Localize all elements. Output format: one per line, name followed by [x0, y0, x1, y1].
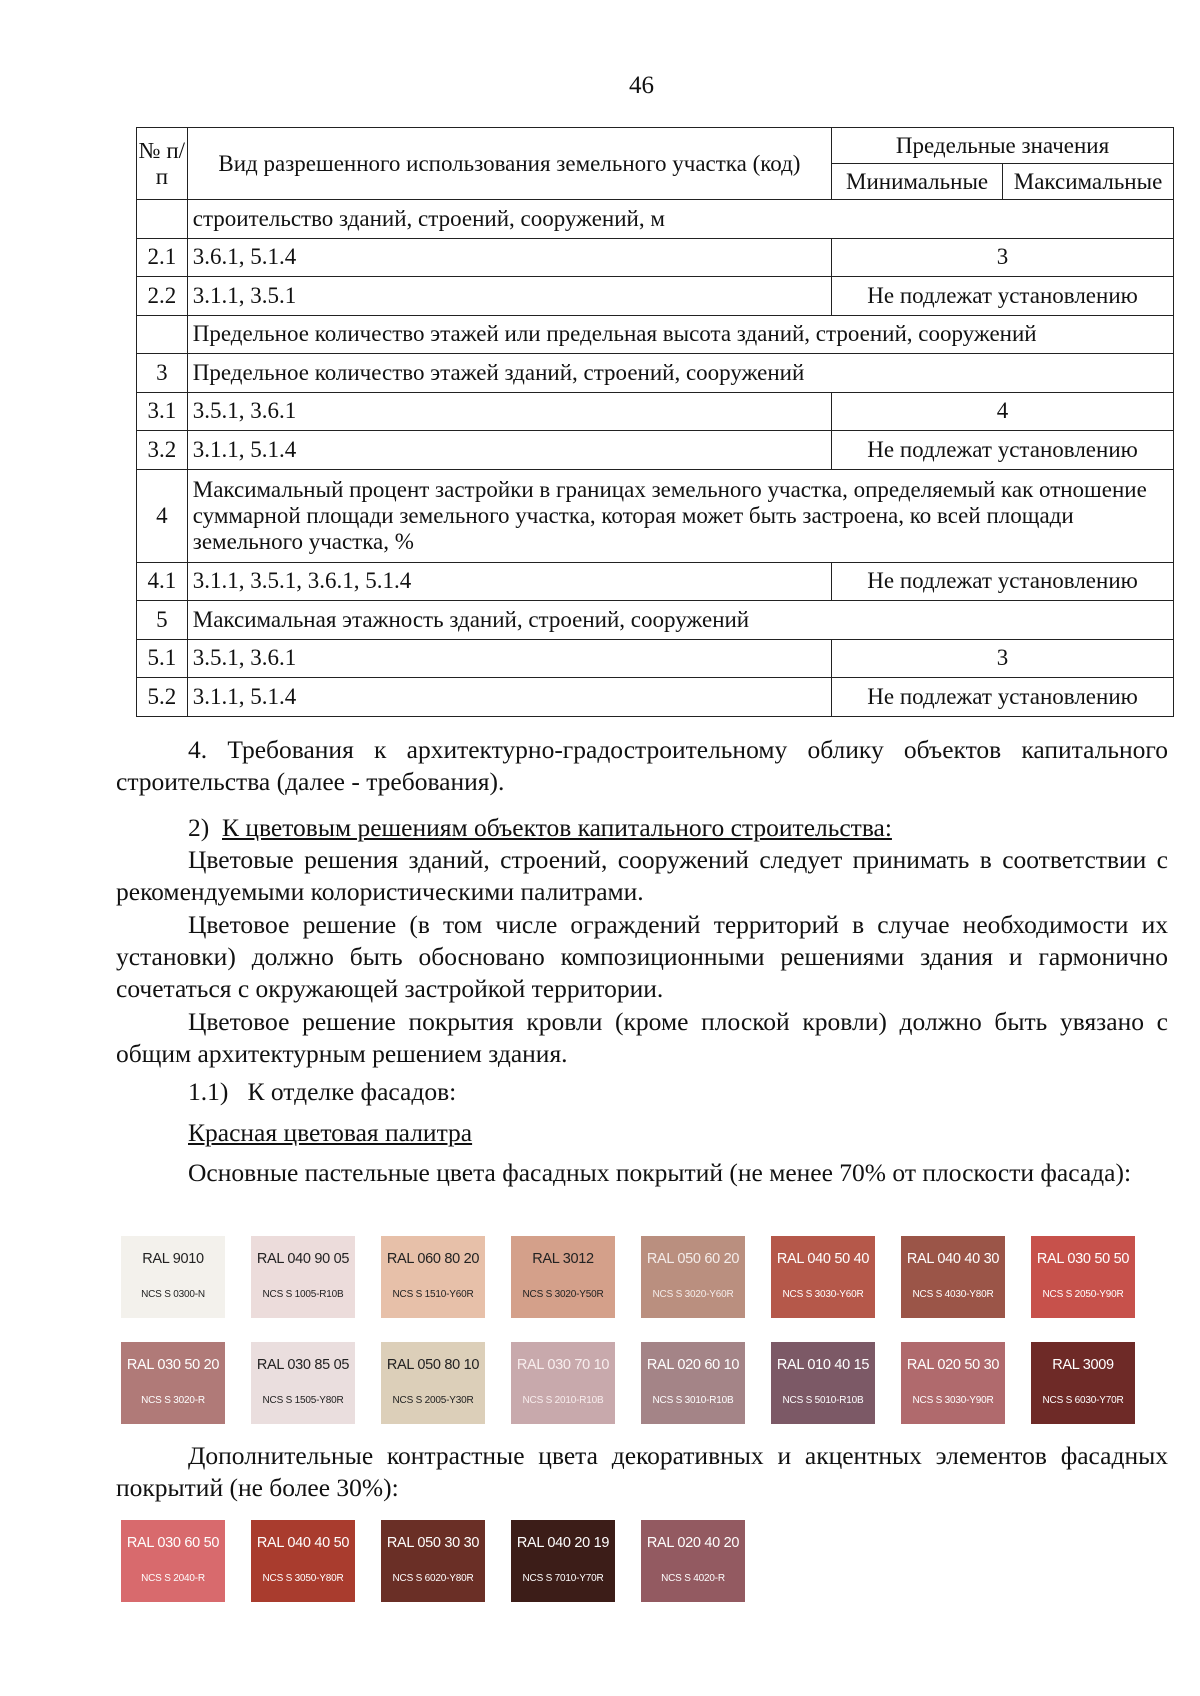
ral-code: RAL 010 40 15 [776, 1357, 870, 1373]
row-text: Максимальная этажность зданий, строений, сооружений [187, 601, 1173, 640]
ral-code: RAL 020 40 20 [646, 1535, 740, 1551]
row-value: Не подлежат установлению [832, 277, 1174, 316]
ncs-code: NCS S 2010-R10B [522, 1395, 604, 1406]
ral-code: RAL 040 20 19 [516, 1535, 610, 1551]
color-swatch [121, 1236, 225, 1318]
color-swatch [1031, 1342, 1135, 1424]
row-number: 4 [137, 469, 188, 562]
color-swatch [771, 1342, 875, 1424]
color-swatch [381, 1342, 485, 1424]
ncs-code: NCS S 2005-Y30R [392, 1395, 474, 1406]
paragraph-fencing: Цветовое решение (в том числе ограждений территорий в случае необходимости их установки) должно быть обосновано композиционными решениями здания и гармонично сочетаться с окружающей застройкой территории. [116, 910, 1168, 1003]
ncs-code: NCS S 1005-R10B [262, 1289, 344, 1300]
table-row [137, 431, 1174, 470]
color-swatch [381, 1236, 485, 1318]
row-number [137, 200, 188, 239]
color-swatch [121, 1342, 225, 1424]
ral-code: RAL 030 50 50 [1036, 1251, 1130, 1267]
header-min: Минимальные [832, 164, 1003, 200]
ral-code: RAL 020 60 10 [646, 1357, 740, 1373]
table-row [137, 200, 1174, 239]
row-text: Предельное количество этажей зданий, строений, сооружений [187, 354, 1173, 393]
row-code: 3.1.1, 3.5.1, 3.6.1, 5.1.4 [187, 562, 831, 601]
ncs-code: NCS S 7010-Y70R [522, 1573, 604, 1584]
row-number: 2.1 [137, 238, 188, 277]
color-swatch [511, 1236, 615, 1318]
ral-code: RAL 3012 [532, 1251, 594, 1267]
ncs-code: NCS S 3010-R10B [652, 1395, 734, 1406]
color-swatch [381, 1520, 485, 1602]
row-number: 2.2 [137, 277, 188, 316]
paragraph-color-solutions-heading [116, 812, 1200, 844]
ncs-code: NCS S 3030-Y90R [912, 1395, 994, 1406]
paragraph-roof: Цветовое решение покрытия кровли (кроме плоской кровли) должно быть увязано с общим архитектурным решением здания. [116, 1007, 1168, 1068]
page-number: 46 [629, 72, 654, 99]
row-value: Не подлежат установлению [832, 562, 1174, 601]
ncs-code: NCS S 4020-R [661, 1573, 725, 1584]
table-row [137, 238, 1174, 277]
table-row [137, 315, 1174, 354]
color-swatch [901, 1236, 1005, 1318]
row-number: 5.1 [137, 639, 188, 678]
ncs-code: NCS S 1505-Y80R [262, 1395, 344, 1406]
table-row [137, 562, 1174, 601]
header-num: № п/п [137, 128, 188, 200]
color-swatch [511, 1520, 615, 1602]
ncs-code: NCS S 6020-Y80R [392, 1573, 474, 1584]
row-number: 3 [137, 354, 188, 393]
ncs-code: NCS S 4030-Y80R [912, 1289, 994, 1300]
ral-code: RAL 050 30 30 [386, 1535, 480, 1551]
paragraph-extra-colors: Дополнительные контрастные цвета декоративных и акцентных элементов фасадных покрытий (не более 30%): [116, 1441, 1168, 1502]
row-number: 3.1 [137, 392, 188, 431]
ncs-code: NCS S 5010-R10B [782, 1395, 864, 1406]
ral-code: RAL 3009 [1052, 1357, 1114, 1373]
row-code: 3.1.1, 5.1.4 [187, 431, 831, 470]
color-swatch [251, 1342, 355, 1424]
table-row [137, 639, 1174, 678]
ral-code: RAL 030 60 50 [126, 1535, 220, 1551]
row-number [137, 315, 188, 354]
header-limits: Предельные значения [832, 128, 1174, 164]
row-number: 3.2 [137, 431, 188, 470]
ncs-code: NCS S 3020-R [141, 1395, 205, 1406]
palette-title-red: Красная цветовая палитра [188, 1118, 473, 1147]
ncs-code: NCS S 6030-Y70R [1042, 1395, 1124, 1406]
row-code: 3.1.1, 3.5.1 [187, 277, 831, 316]
ncs-code: NCS S 2050-Y90R [1042, 1289, 1124, 1300]
ral-code: RAL 020 50 30 [906, 1357, 1000, 1373]
paragraph-requirements: 4. Требования к архитектурно-градостроительному облику объектов капитального строительства (далее - требования). [116, 735, 1168, 796]
ral-code: RAL 040 40 30 [906, 1251, 1000, 1267]
table-row [137, 469, 1174, 562]
row-text: Предельное количество этажей или предельная высота зданий, строений, сооружений [187, 315, 1173, 354]
row-text: Максимальный процент застройки в границах земельного участка, определяемый как отношение суммарной площади земельного участка, которая может быть застроена, ко всей площади земельного участка, % [187, 469, 1173, 562]
row-number: 4.1 [137, 562, 188, 601]
table-row [137, 678, 1174, 717]
row-value: Не подлежат установлению [832, 678, 1174, 717]
row-code: 3.5.1, 3.6.1 [187, 639, 831, 678]
color-swatch [121, 1520, 225, 1602]
color-swatch [901, 1342, 1005, 1424]
ral-code: RAL 050 60 20 [646, 1251, 740, 1267]
table-row [137, 392, 1174, 431]
color-swatch [641, 1236, 745, 1318]
color-swatch [641, 1342, 745, 1424]
row-value: 3 [832, 639, 1174, 678]
color-swatch [1031, 1236, 1135, 1318]
limits-table [136, 127, 1174, 717]
item-number: 2) [188, 813, 210, 842]
color-swatch [511, 1342, 615, 1424]
color-swatch [251, 1236, 355, 1318]
row-value: 3 [832, 238, 1174, 277]
ncs-code: NCS S 2040-R [141, 1573, 205, 1584]
table-row [137, 601, 1174, 640]
paragraph-palettes: Цветовые решения зданий, строений, сооружений следует принимать в соответствии с рекомендуемыми колористическими палитрами. [116, 845, 1168, 906]
row-code: 3.5.1, 3.6.1 [187, 392, 831, 431]
row-code: 3.6.1, 5.1.4 [187, 238, 831, 277]
paragraph-facade-finish: 1.1) К отделке фасадов: [188, 1077, 457, 1106]
ral-code: RAL 040 50 40 [776, 1251, 870, 1267]
row-text: строительство зданий, строений, сооружений, м [187, 200, 1173, 239]
ral-code: RAL 040 40 50 [256, 1535, 350, 1551]
ral-code: RAL 040 90 05 [256, 1251, 350, 1267]
color-solutions-heading: К цветовым решениям объектов капитального строительства: [222, 813, 892, 842]
row-value: Не подлежат установлению [832, 431, 1174, 470]
ral-code: RAL 050 80 10 [386, 1357, 480, 1373]
header-max: Максимальные [1003, 164, 1174, 200]
ncs-code: NCS S 0300-N [141, 1289, 205, 1300]
row-value: 4 [832, 392, 1174, 431]
ral-code: RAL 030 85 05 [256, 1357, 350, 1373]
paragraph-main-colors: Основные пастельные цвета фасадных покрытий (не менее 70% от плоскости фасада): [188, 1158, 1132, 1187]
ral-code: RAL 030 70 10 [516, 1357, 610, 1373]
row-number: 5.2 [137, 678, 188, 717]
ncs-code: NCS S 3050-Y80R [262, 1573, 344, 1584]
table-row [137, 354, 1174, 393]
header-code: Вид разрешенного использования земельного участка (код) [187, 128, 831, 200]
ncs-code: NCS S 1510-Y60R [392, 1289, 474, 1300]
ncs-code: NCS S 3020-Y60R [652, 1289, 734, 1300]
ral-code: RAL 9010 [142, 1251, 204, 1267]
color-swatch [771, 1236, 875, 1318]
ral-code: RAL 060 80 20 [386, 1251, 480, 1267]
ncs-code: NCS S 3020-Y50R [522, 1289, 604, 1300]
ncs-code: NCS S 3030-Y60R [782, 1289, 864, 1300]
row-number: 5 [137, 601, 188, 640]
row-code: 3.1.1, 5.1.4 [187, 678, 831, 717]
ral-code: RAL 030 50 20 [126, 1357, 220, 1373]
color-swatch [251, 1520, 355, 1602]
table-row [137, 277, 1174, 316]
color-swatch [641, 1520, 745, 1602]
